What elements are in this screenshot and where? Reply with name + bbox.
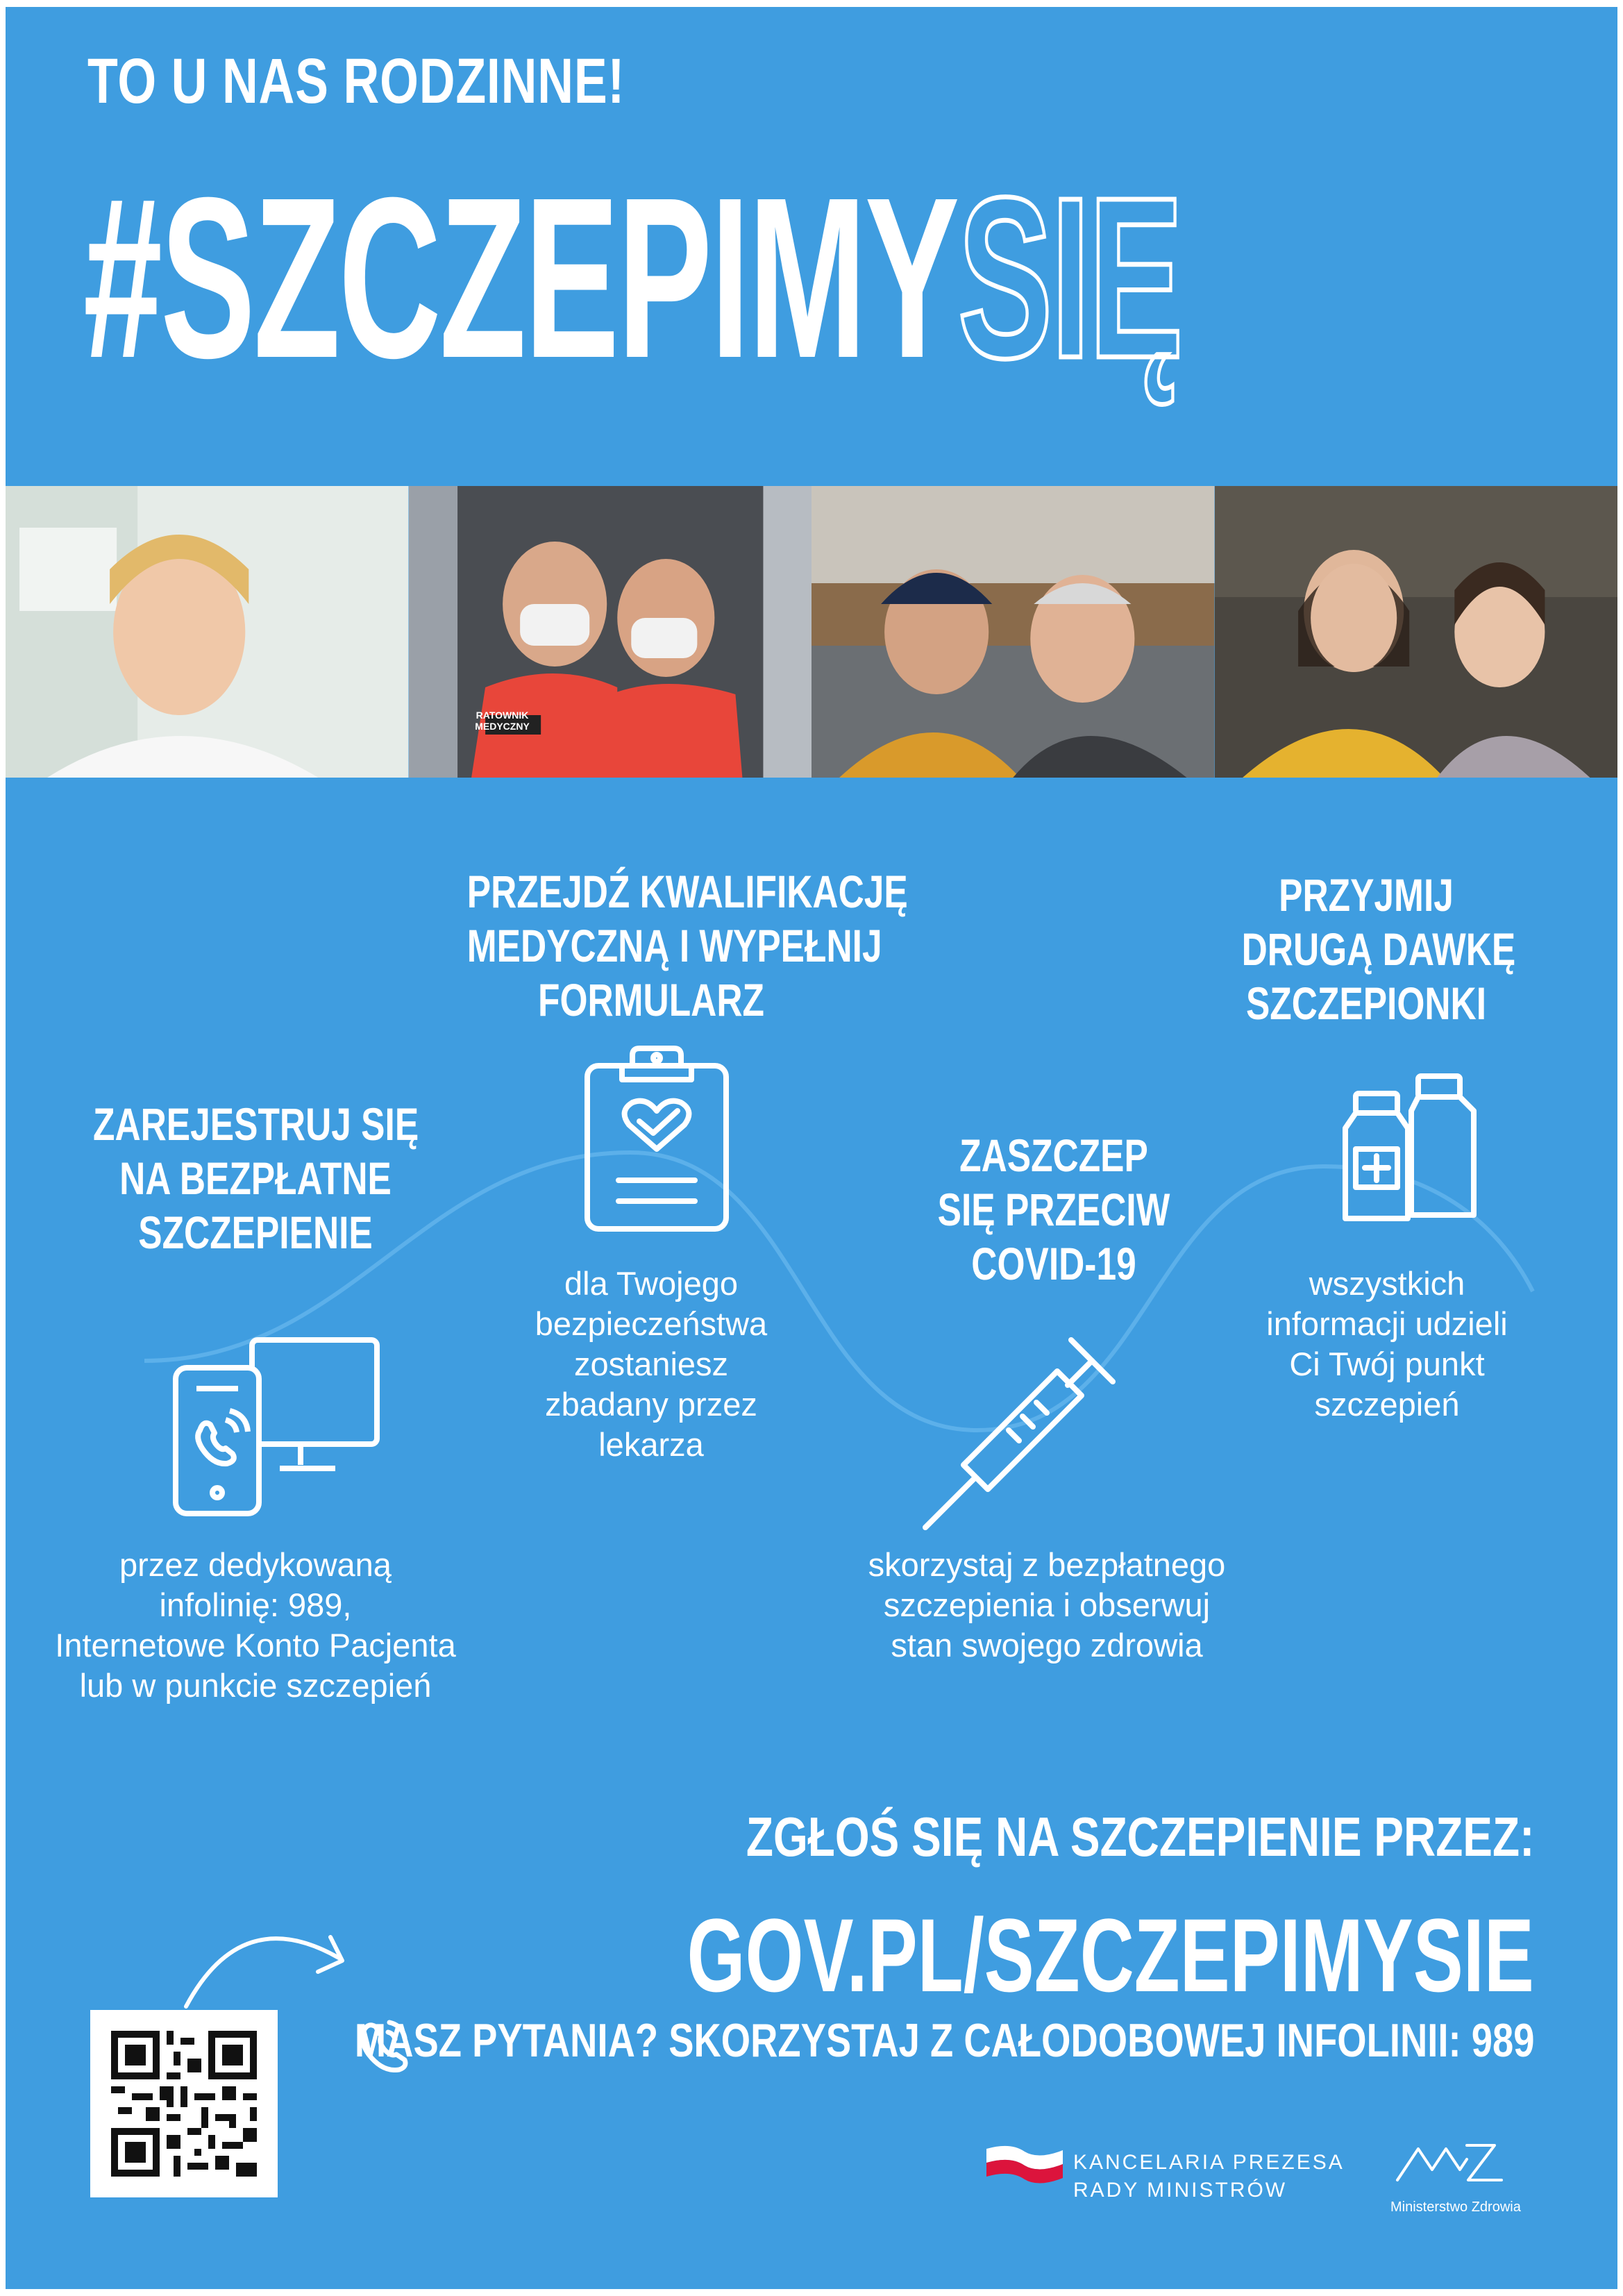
kprm-logo	[983, 2142, 1345, 2202]
poster	[6, 7, 1617, 2289]
mz-label: Ministerstwo Zdrowia	[1390, 2199, 1521, 2215]
campaign-url-link[interactable]: GOV.PL/SZCZEPIMYSIE	[687, 1897, 1534, 2013]
step-vaccinate-title: ZASZCZEP SIĘ PRZECIW COVID-19	[937, 1130, 1170, 1289]
syringe-icon	[911, 1312, 1141, 1541]
hotline-text: MASZ PYTANIA? SKORZYSTAJ Z CAŁODOBOWEJ INFOLINII: 989	[354, 2014, 1534, 2067]
polish-flag-icon	[983, 2142, 1066, 2190]
step-qualify-text: dla Twojego bezpieczeństwa zostaniesz zbadany przez lekarza	[535, 1265, 768, 1463]
hashtag-outline-word: SIĘ	[957, 149, 1182, 405]
vaccine-vials-icon	[1335, 1069, 1488, 1229]
phone-icon	[356, 2017, 412, 2072]
photo-strip	[6, 486, 1617, 778]
qr-code-icon[interactable]	[90, 2010, 278, 2197]
photo-paramedics	[409, 486, 812, 778]
hashtag-main: #SZCZEPIMY	[83, 149, 958, 405]
tagline: TO U NAS RODZINNE!	[87, 46, 625, 117]
cta-heading: ZGŁOŚ SIĘ NA SZCZEPIENIE PRZEZ:	[746, 1806, 1534, 1868]
phone-and-monitor-icon	[169, 1326, 391, 1520]
step-register-title: ZAREJESTRUJ SIĘ NA BEZPŁATNE SZCZEPIENIE	[93, 1098, 419, 1258]
ministry-of-health-logo	[1390, 2131, 1521, 2215]
step-second-dose-text: wszystkich informacji udzieli Ci Twój punkt szczepień	[1266, 1265, 1508, 1423]
step-qualify-title: PRZEJDŹ KWALIFIKACJĘ MEDYCZNĄ I WYPEŁNIJ FORMULARZ	[466, 866, 908, 1025]
paramedic-badge: RATOWNIK MEDYCZNY	[475, 710, 530, 732]
clipboard-heart-icon	[580, 1041, 733, 1236]
mz-logo-mark-icon	[1390, 2131, 1515, 2194]
step-vaccinate-text: skorzystaj z bezpłatnego szczepienia i obserwuj stan swojego zdrowia	[868, 1546, 1226, 1664]
kprm-name: KANCELARIA PREZESA RADY MINISTRÓW	[1073, 2151, 1345, 2202]
photo-nurse	[6, 486, 409, 778]
photo-mother-and-daughter	[1215, 486, 1618, 778]
curved-arrow-icon	[179, 1902, 387, 2013]
step-second-dose-title: PRZYJMIJ DRUGĄ DAWKĘ SZCZEPIONKI	[1241, 869, 1516, 1029]
campaign-hashtag	[83, 149, 1182, 405]
step-register-text: przez dedykowaną infolinię: 989, Internetowe Konto Pacjenta lub w punkcie szczepień	[55, 1546, 456, 1704]
photo-cyclist-and-senior	[812, 486, 1215, 778]
